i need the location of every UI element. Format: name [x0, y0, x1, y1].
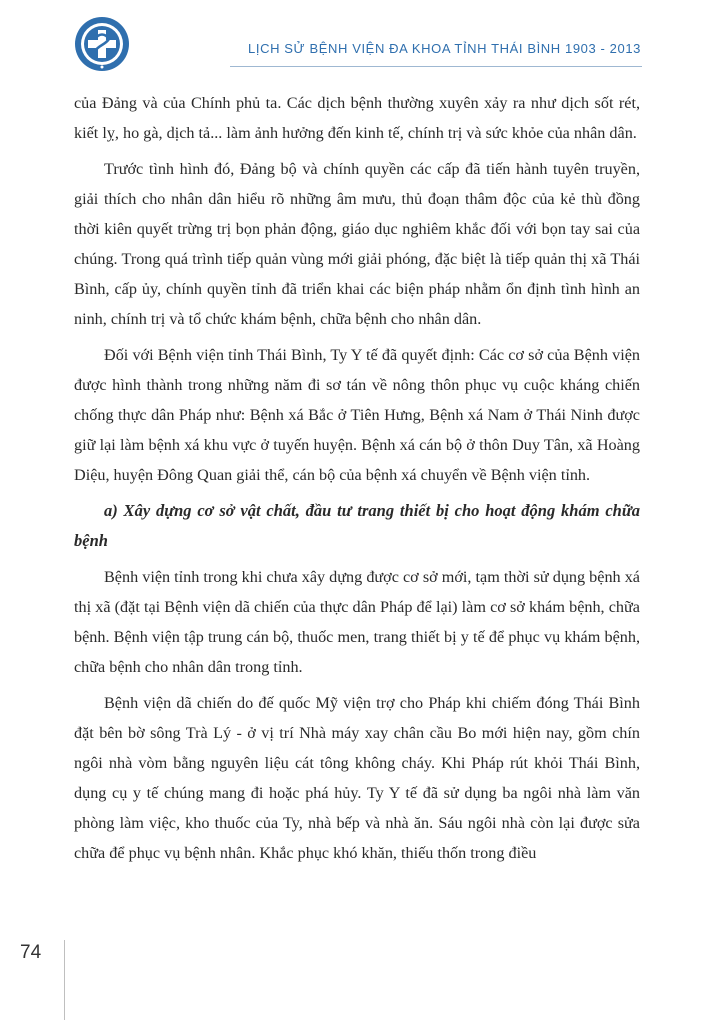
paragraph: Bệnh viện dã chiến do đế quốc Mỹ viện trợ cho Pháp khi chiếm đóng Thái Bình đặt bên bờ sông Trà Lý - ở vị trí Nhà máy xay chân cầu Bo mới hiện nay, gồm chín ngôi nhà vòm bằng nguyên liệu cát tông không cháy. Khi Pháp rút khỏi Thái Bình, dụng cụ y tế chúng mang đi hoặc phá hủy. Ty Y tế đã sử dụng ba ngôi nhà làm văn phòng làm việc, kho thuốc của Ty, nhà bếp và nhà ăn. Sáu ngôi nhà còn lại được sửa chữa để phục vụ bệnh nhân. Khắc phục khó khăn, thiếu thốn trong điều: [74, 694, 640, 862]
page-body: [74, 88, 640, 874]
paragraph: của Đảng và của Chính phủ ta. Các dịch bệnh thường xuyên xảy ra như dịch sốt rét, kiết lỵ, ho gà, dịch tả... làm ảnh hưởng đến kinh tế, chính trị và sức khỏe của nhân dân.: [74, 94, 640, 142]
page-number: 74: [20, 942, 42, 963]
header-rule: [230, 66, 642, 67]
paragraph: Trước tình hình đó, Đảng bộ và chính quyền các cấp đã tiến hành tuyên truyền, giải thích cho nhân dân hiểu rõ những âm mưu, thủ đoạn thâm độc của kẻ thù đồng thời kiên quyết trừng trị bọn phản động, giáo dục nghiêm khắc đối với bọn tay sai của chúng. Trong quá trình tiếp quản vùng mới giải phóng, đặc biệt là tiếp quản thị xã Thái Bình, cấp ủy, chính quyền tỉnh đã triển khai các biện pháp nhằm ổn định tình hình an ninh, chính trị và tổ chức khám bệnh, chữa bệnh cho nhân dân.: [74, 160, 640, 328]
paragraph: Đối với Bệnh viện tỉnh Thái Bình, Ty Y tế đã quyết định: Các cơ sở của Bệnh viện được hình thành trong những năm đi sơ tán về nông thôn phục vụ cuộc kháng chiến chống thực dân Pháp như: Bệnh xá Bắc ở Tiên Hưng, Bệnh xá Nam ở Thái Ninh được giữ lại làm bệnh xá khu vực ở tuyến huyện. Bệnh xá cán bộ ở thôn Duy Tân, xã Hoàng Diệu, huyện Đông Quan giải thể, cán bộ của bệnh xá chuyển về Bệnh viện tỉnh.: [74, 346, 640, 484]
hospital-logo-icon: [73, 15, 131, 73]
footer-rule: [64, 940, 65, 1020]
paragraph: Bệnh viện tỉnh trong khi chưa xây dựng được cơ sở mới, tạm thời sử dụng bệnh xá thị xã (đặt tại Bệnh viện dã chiến của thực dân Pháp để lại) làm cơ sở khám bệnh, chữa bệnh. Bệnh viện tập trung cán bộ, thuốc men, trang thiết bị y tế để phục vụ khám bệnh, chữa bệnh cho nhân dân trong tỉnh.: [74, 568, 640, 676]
running-header: LỊCH SỬ BỆNH VIỆN ĐA KHOA TỈNH THÁI BÌNH 1903 - 2013: [248, 41, 641, 56]
section-subheading: a) Xây dựng cơ sở vật chất, đầu tư trang thiết bị cho hoạt động khám chữa bệnh: [74, 501, 640, 550]
